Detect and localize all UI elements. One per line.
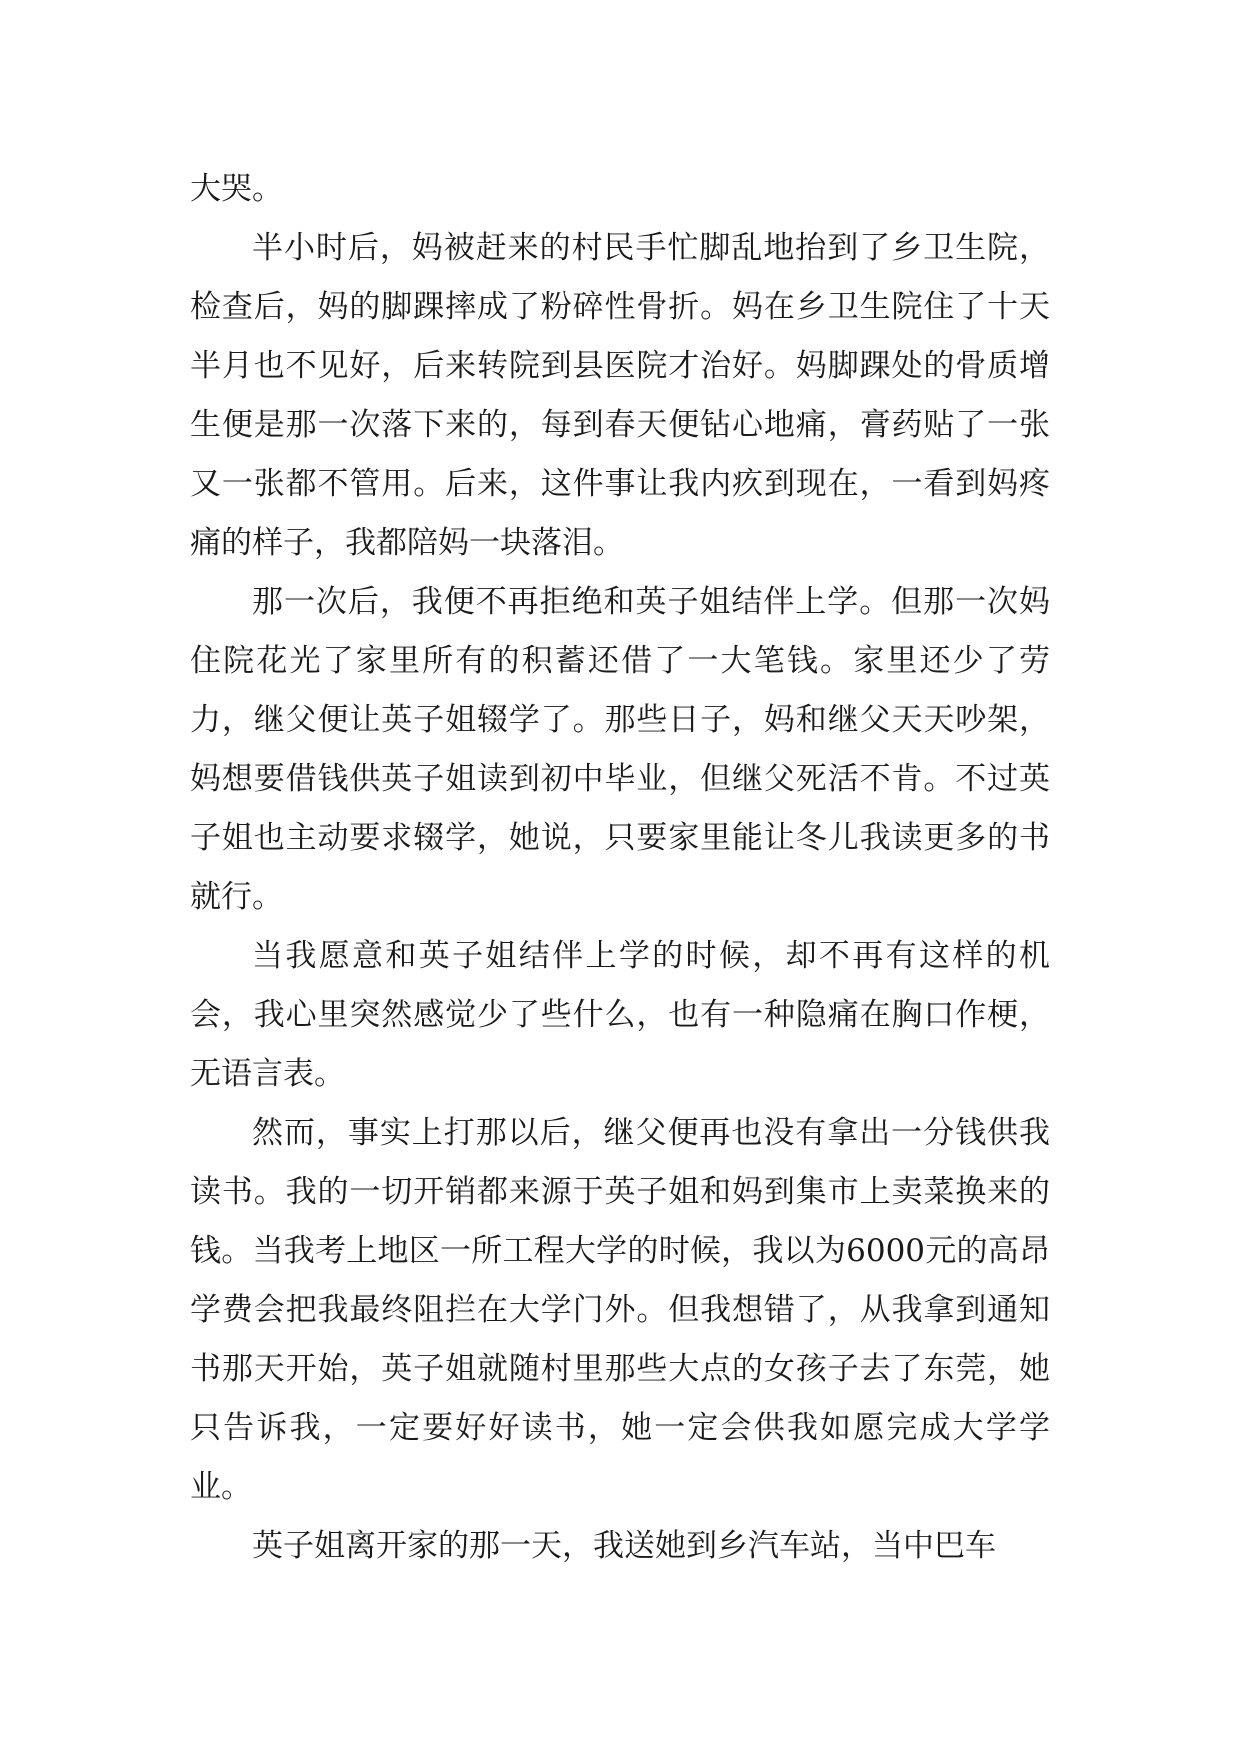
paragraph: 当我愿意和英子姐结伴上学的时候，却不再有这样的机会，我心里突然感觉少了些什么，也有一种隐痛在胸口作梗，无语言表。 [190,938,1050,1092]
paragraph: 大哭。 [190,171,283,207]
paragraph: 那一次后，我便不再拒绝和英子姐结伴上学。但那一次妈住院花光了家里所有的积蓄还借了一大笔钱。家里还少了劳力，继父便让英子姐辍学了。那些日子，妈和继父天天吵架，妈想要借钱供英子姐读到初中毕业，但继父死活不肯。不过英子姐也主动要求辍学，她说，只要家里能让冬儿我读更多的书就行。 [190,584,1050,915]
paragraph: 然而，事实上打那以后，继父便再也没有拿出一分钱供我读书。我的一切开销都来源于英子姐和妈到集市上卖菜换来的钱。当我考上地区一所工程大学的时候，我以为6000元的高昂学费会把我最终阻拦在大学门外。但我想错了，从我拿到通知书那天开始，英子姐就随村里那些大点的女孩子去了东莞，她只告诉我，一定要好好读书，她一定会供我如愿完成大学学业。 [190,1115,1050,1505]
paragraph: 英子姐离开家的那一天，我送她到乡汽车站，当中巴车 [252,1528,996,1564]
body-text [190,160,1050,1576]
paragraph: 半小时后，妈被赶来的村民手忙脚乱地抬到了乡卫生院，检查后，妈的脚踝摔成了粉碎性骨折。妈在乡卫生院住了十天半月也不见好，后来转院到县医院才治好。妈脚踝处的骨质增生便是那一次落下来的，每到春天便钻心地痛，膏药贴了一张又一张都不管用。后来，这件事让我内疚到现在，一看到妈疼痛的样子，我都陪妈一块落泪。 [190,230,1050,561]
